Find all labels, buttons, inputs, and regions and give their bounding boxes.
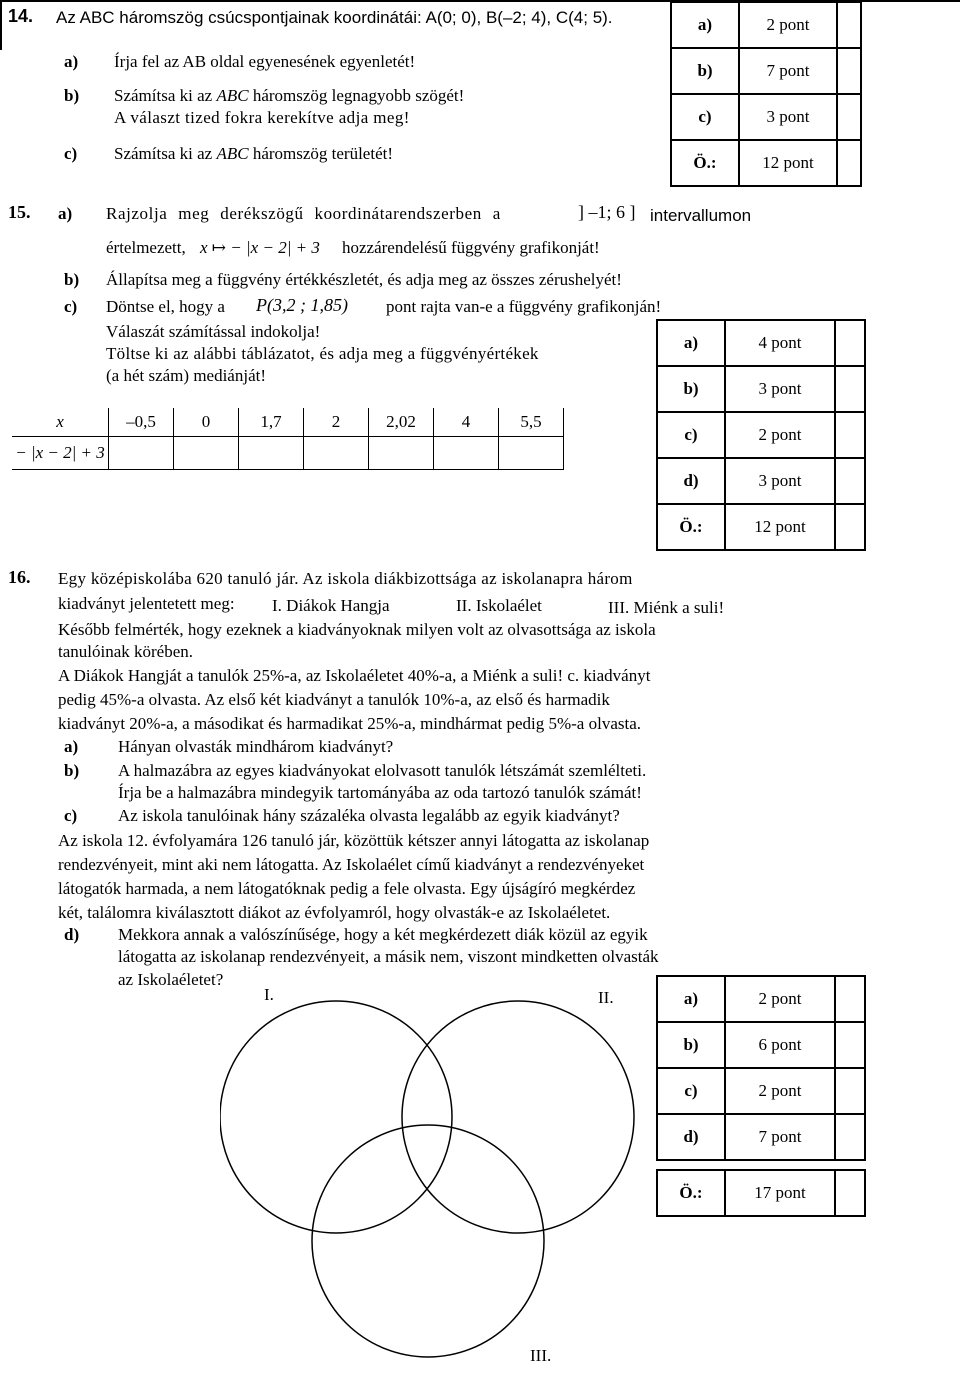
left-rule <box>0 0 2 50</box>
q14-score-points: 3 pont <box>739 94 837 140</box>
q16-b-label: b) <box>64 761 80 780</box>
q14-c-abc: ABC <box>216 144 249 163</box>
q16-d-text3: az Iskolaéletet? <box>118 970 224 989</box>
q15-score-label: a) <box>657 320 725 366</box>
q15-table-y-cell[interactable] <box>434 437 499 470</box>
q16-p8: Az iskola 12. évfolyamára 126 tanuló jár, közöttük kétszer annyi látogatta az iskolanap <box>58 831 650 850</box>
q14-score-blank <box>837 48 861 94</box>
q14-a-label: a) <box>64 52 79 71</box>
q16-score-blank <box>835 1170 865 1216</box>
q15-score-points: 12 pont <box>725 504 835 550</box>
q14-score-row <box>671 140 861 186</box>
q16-p6: pedig 45%-a olvasta. Az első két kiadványt a tanulók 10%-a, az első és harmadik <box>58 690 610 709</box>
venn-circle-2 <box>402 1001 634 1233</box>
q16-score-points: 6 pont <box>725 1022 835 1068</box>
q16-d-text1: Mekkora annak a valószínűsége, hogy a két megkérdezett diák közül az egyik <box>118 925 648 944</box>
q15-table-y-cell[interactable] <box>304 437 369 470</box>
q15-c-text-post: pont rajta van-e a függvény grafikonján! <box>386 297 662 316</box>
q14-b-text1 <box>114 86 464 106</box>
q16-score-label: Ö.: <box>657 1170 725 1216</box>
q16-score-blank <box>835 1068 865 1114</box>
q15-value-table <box>12 408 564 470</box>
q15-score-points: 3 pont <box>725 458 835 504</box>
q15-score-row <box>657 458 865 504</box>
q16-score-table <box>656 975 866 1217</box>
venn-label-1: I. <box>264 985 274 1004</box>
q15-score-row <box>657 366 865 412</box>
q16-p2-pre: kiadványt jelentetett meg: <box>58 594 235 613</box>
q14-b-text1-post: háromszög legnagyobb szögét! <box>252 86 465 105</box>
q14-score-points: 2 pont <box>739 2 837 48</box>
q14-number: 14. <box>8 6 34 26</box>
q14-score-blank <box>837 94 861 140</box>
q15-table-y-cell[interactable] <box>109 437 174 470</box>
q14-c-label: c) <box>64 144 78 163</box>
q15-table-x-cell: –0,5 <box>109 408 174 437</box>
q14-score-label: c) <box>671 94 739 140</box>
q14-score-label: b) <box>671 48 739 94</box>
q15-table-y-cell[interactable] <box>174 437 239 470</box>
q15-b-label: b) <box>64 270 80 289</box>
q15-c-text-pre: Döntse el, hogy a <box>106 297 225 316</box>
q16-score-label: a) <box>657 976 725 1022</box>
q16-score-label: c) <box>657 1068 725 1114</box>
q15-a-text1-end: intervallumon <box>650 206 752 225</box>
q16-score-points: 7 pont <box>725 1114 835 1160</box>
q16-score-points: 2 pont <box>725 976 835 1022</box>
q15-score-row <box>657 412 865 458</box>
q15-a-text1: Rajzolja meg derékszögű koordinátarendszerben a <box>106 204 501 223</box>
q15-score-points: 3 pont <box>725 366 835 412</box>
q15-point: P(3,2 ; 1,85) <box>256 295 348 315</box>
q16-score-blank <box>835 1022 865 1068</box>
q15-table-header: x <box>12 408 109 437</box>
q15-table-row-x <box>12 408 564 437</box>
q15-a-text2-pre: értelmezett, <box>106 238 186 257</box>
q15-score-label: c) <box>657 412 725 458</box>
q16-score-points: 17 pont <box>725 1170 835 1216</box>
q15-table-y-cell[interactable] <box>239 437 304 470</box>
q16-a-text: Hányan olvasták mindhárom kiadványt? <box>118 737 394 756</box>
q15-a-text2-post: hozzárendelésű függvény grafikonját! <box>342 238 600 257</box>
q15-score-blank <box>835 320 865 366</box>
q14-score-row <box>671 48 861 94</box>
q16-p1: Egy középiskolába 620 tanuló jár. Az iskola diákbizottsága az iskolanapra három <box>58 569 633 588</box>
q15-table-x-cell: 2,02 <box>369 408 434 437</box>
q16-score-gap <box>657 1160 865 1170</box>
q14-score-points: 12 pont <box>739 140 837 186</box>
q15-score-label: b) <box>657 366 725 412</box>
q15-table-y-cell[interactable] <box>499 437 564 470</box>
q16-pub3: III. Miénk a suli! <box>608 598 725 617</box>
q15-score-row <box>657 320 865 366</box>
q15-score-row <box>657 504 865 550</box>
q15-interval: ] –1; 6 ] <box>578 202 636 222</box>
q16-pub1: I. Diákok Hangja <box>272 596 390 615</box>
q15-table-x-cell: 5,5 <box>499 408 564 437</box>
q16-score-blank <box>835 976 865 1022</box>
q14-c-text-post: háromszög területét! <box>252 144 394 163</box>
q16-score-label: b) <box>657 1022 725 1068</box>
q15-table-y-cell[interactable] <box>369 437 434 470</box>
q15-c-label: c) <box>64 297 78 316</box>
q15-c-text2: Válaszát számítással indokolja! <box>106 322 321 341</box>
q16-score-row <box>657 976 865 1022</box>
q16-p11: két, találomra kiválasztott diákot az évfolyamról, hogy olvasták-e az Iskolaéletet. <box>58 903 611 922</box>
q15-table-x-cell: 0 <box>174 408 239 437</box>
q14-score-table <box>670 1 862 187</box>
q16-score-row <box>657 1170 865 1216</box>
q16-score-label: d) <box>657 1114 725 1160</box>
q16-b-text1: A halmazábra az egyes kiadványokat elolvasott tanulók létszámát szemlélteti. <box>118 761 647 780</box>
q15-score-points: 2 pont <box>725 412 835 458</box>
q14-score-label: a) <box>671 2 739 48</box>
q16-p9: rendezvényeit, mint aki nem látogatta. Az Iskolaélet című kiadványt a rendezvényeket <box>58 855 645 874</box>
venn-diagram <box>220 975 640 1370</box>
q15-d-text2: (a hét szám) mediánját! <box>106 366 267 385</box>
q15-b-text: Állapítsa meg a függvény értékkészletét, és adja meg az összes zérushelyét! <box>106 270 622 289</box>
q16-number: 16. <box>8 567 31 587</box>
q16-score-row <box>657 1022 865 1068</box>
q14-score-row <box>671 2 861 48</box>
q16-b-text2: Írja be a halmazábra mindegyik tartományába az oda tartozó tanulók számát! <box>118 783 642 802</box>
q14-score-points: 7 pont <box>739 48 837 94</box>
q16-p7: kiadványt 20%-a, a másodikat és harmadikat 25%-a, mindhármat pedig 5%-a olvasta. <box>58 714 642 733</box>
venn-label-3: III. <box>530 1346 552 1365</box>
q15-score-table <box>656 319 866 551</box>
q16-p3: Később felmérték, hogy ezeknek a kiadványoknak milyen volt az olvasottsága az iskola <box>58 620 656 639</box>
venn-circle-1 <box>220 1001 452 1233</box>
q14-score-blank <box>837 140 861 186</box>
q15-score-blank <box>835 504 865 550</box>
q16-d-label: d) <box>64 925 80 944</box>
q16-a-label: a) <box>64 737 79 756</box>
q15-score-label: Ö.: <box>657 504 725 550</box>
q15-d-text1: Töltse ki az alábbi táblázatot, és adja meg a függvényértékek <box>106 344 539 363</box>
q15-formula: x ↦ − |x − 2| + 3 <box>200 238 320 257</box>
q16-score-row <box>657 1068 865 1114</box>
q14-c-text-pre: Számítsa ki az <box>114 144 213 163</box>
q14-b-text2: A választ tized fokra kerekítve adja meg! <box>114 108 410 127</box>
q15-a-label: a) <box>58 204 73 223</box>
q15-number: 15. <box>8 202 31 222</box>
q16-score-row <box>657 1114 865 1160</box>
q15-table-x-cell: 2 <box>304 408 369 437</box>
q14-score-blank <box>837 2 861 48</box>
q15-table-x-cell: 4 <box>434 408 499 437</box>
q14-stem: Az ABC háromszög csúcspontjainak koordinátái: A(0; 0), B(–2; 4), C(4; 5). <box>56 8 613 27</box>
q14-a-text: Írja fel az AB oldal egyenesének egyenletét! <box>114 52 416 71</box>
q15-score-blank <box>835 458 865 504</box>
q14-b-abc: ABC <box>216 86 249 105</box>
q15-score-label: d) <box>657 458 725 504</box>
q15-table-row-label: − |x − 2| + 3 <box>12 437 109 470</box>
q16-p4: tanulóinak körében. <box>58 642 194 661</box>
q15-score-blank <box>835 366 865 412</box>
q14-score-label: Ö.: <box>671 140 739 186</box>
q16-p5: A Diákok Hangját a tanulók 25%-a, az Iskolaéletet 40%-a, a Miénk a suli! c. kiadványt <box>58 666 651 685</box>
q16-score-points: 2 pont <box>725 1068 835 1114</box>
q14-score-row <box>671 94 861 140</box>
q16-pub2: II. Iskolaélet <box>456 596 542 615</box>
q16-score-blank <box>835 1114 865 1160</box>
q14-c-text <box>114 144 393 164</box>
q16-c-label: c) <box>64 806 78 825</box>
q15-score-points: 4 pont <box>725 320 835 366</box>
q16-c-text: Az iskola tanulóinak hány százaléka olvasta legalább az egyik kiadványt? <box>118 806 620 825</box>
venn-circle-3 <box>312 1125 544 1357</box>
venn-label-2: II. <box>598 988 614 1007</box>
q14-b-label: b) <box>64 86 80 105</box>
q15-table-row-y <box>12 437 564 470</box>
q15-score-blank <box>835 412 865 458</box>
q16-p10: látogatók harmada, a nem látogatóknak pedig a fele olvasta. Egy újságíró megkérdez <box>58 879 636 898</box>
q14-b-text1-pre: Számítsa ki az <box>114 86 213 105</box>
q15-table-x-cell: 1,7 <box>239 408 304 437</box>
q16-d-text2: látogatta az iskolanap rendezvényeit, a másik nem, viszont mindketten olvasták <box>118 947 659 966</box>
